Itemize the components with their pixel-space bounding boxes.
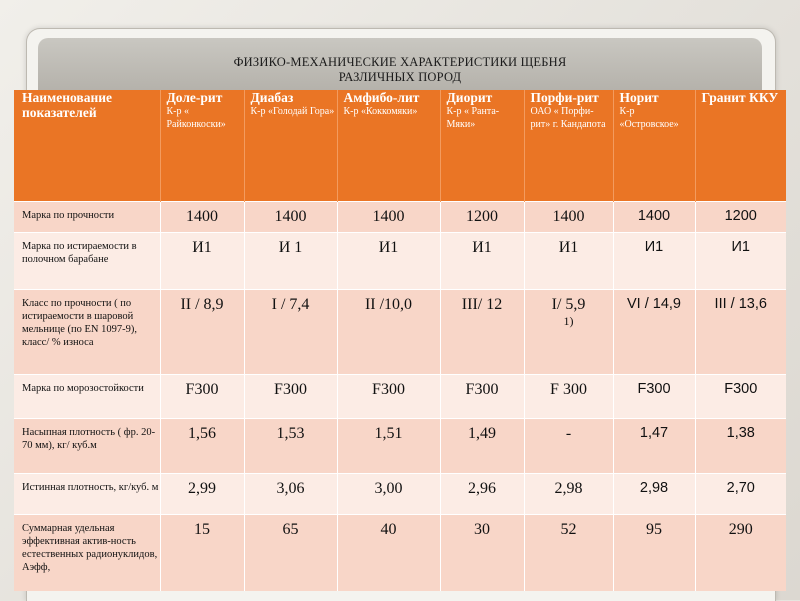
slide-title-line-2: РАЗЛИЧНЫХ ПОРОД [338,70,462,84]
header-norite-label: Норит [619,90,659,105]
value-cell: 40 [337,515,440,591]
value-cell: 1,38 [695,419,786,474]
value-cell: 3,00 [337,474,440,515]
value-cell: F300 [613,375,695,419]
value-cell: F 300 [524,375,613,419]
value-cell: 30 [440,515,524,591]
header-norite-quarry: К-р «Островское» [619,106,679,130]
value-cell: VI / 14,9 [613,290,695,375]
value-cell: F300 [337,375,440,419]
header-cell-diabase [244,90,337,202]
value-cell: III / 13,6 [695,290,786,375]
slide-title-line-1: ФИЗИКО-МЕХАНИЧЕСКИЕ ХАРАКТЕРИСТИКИ ЩЕБНЯ [233,55,567,69]
header-amphibolite-label: Амфибо-лит [343,90,420,105]
value-cell: И1 [337,233,440,290]
header-cell-norite [613,90,695,202]
value-cell: 2,96 [440,474,524,515]
header-cell-granite [695,90,786,202]
header-diorite-label: Диорит [446,90,493,105]
row-label: Марка по прочности [14,202,160,233]
value-cell: F300 [160,375,244,419]
value-cell: 1200 [695,202,786,233]
table-row-abrasion-grade [14,233,786,290]
row-label: Истинная плотность, кг/куб. м [14,474,160,515]
value-cell: И 1 [244,233,337,290]
table-row-strength-class [14,290,786,375]
value-cell: 1,47 [613,419,695,474]
header-amphibolite-quarry: К-р «Коккомяки» [343,106,418,117]
value-cell: 2,98 [613,474,695,515]
title-bar [38,38,762,90]
value-cell: 1400 [244,202,337,233]
row-label: Марка по истираемости в полочном барабане [14,233,160,290]
value-cell: И1 [695,233,786,290]
header-dolerite-label: Доле-рит [166,90,223,105]
header-parameter-label: Наименование показателей [22,90,112,120]
header-cell-dolerite [160,90,244,202]
header-cell-diorite [440,90,524,202]
value-cell: И1 [524,233,613,290]
header-granite-label: Гранит ККУ [701,90,779,105]
row-label: Насыпная плотность ( фр. 20-70 мм), кг/ куб.м [14,419,160,474]
characteristics-table [14,90,786,591]
row-label: Класс по прочности ( по истираемости в шаровой мельнице (по EN 1097-9), класс/ % износа [14,290,160,375]
value-cell: 1400 [613,202,695,233]
footnote-marker: 1) [563,314,574,328]
value-cell: I / 7,4 [244,290,337,375]
value-cell: 95 [613,515,695,591]
value-cell: - [524,419,613,474]
table-row-strength-grade [14,202,786,233]
value-cell: 2,98 [524,474,613,515]
value-cell: И1 [440,233,524,290]
value-cell: 1,56 [160,419,244,474]
value-cell: 15 [160,515,244,591]
value-text: I/ 5,9 [551,296,586,313]
header-cell-parameter [14,90,160,202]
header-cell-amphibolite [337,90,440,202]
header-dolerite-quarry: К-р « Райконкоски» [166,106,226,130]
value-cell: 1200 [440,202,524,233]
value-cell: III/ 12 [440,290,524,375]
table-row-bulk-density [14,419,786,474]
value-cell: И1 [160,233,244,290]
value-cell: 290 [695,515,786,591]
value-cell: F300 [440,375,524,419]
header-diabase-quarry: К-р «Голодай Гора» [250,106,335,117]
value-cell: 1400 [337,202,440,233]
value-cell: 2,70 [695,474,786,515]
header-porphyrite-quarry: ОАО « Порфи-рит» г. Кандапота [530,106,606,130]
row-label: Суммарная удельная эффективная актив-ность естественных радионуклидов, Аэфф, [14,515,160,591]
value-cell: 3,06 [244,474,337,515]
table-row-frost-resistance [14,375,786,419]
value-cell: 1,53 [244,419,337,474]
table-row-radionuclide-activity [14,515,786,591]
table-row-true-density [14,474,786,515]
value-cell: 1400 [160,202,244,233]
value-cell: 65 [244,515,337,591]
value-cell: 1,49 [440,419,524,474]
value-cell: II /10,0 [337,290,440,375]
row-label: Марка по морозостойкости [14,375,160,419]
header-cell-porphyrite [524,90,613,202]
value-cell: 52 [524,515,613,591]
value-cell: 1,51 [337,419,440,474]
header-diabase-label: Диабаз [250,90,294,105]
header-diorite-quarry: К-р « Ранта-Мяки» [446,106,500,130]
header-porphyrite-label: Порфи-рит [530,90,599,105]
value-cell: 2,99 [160,474,244,515]
value-cell: F300 [244,375,337,419]
value-cell: II / 8,9 [160,290,244,375]
value-cell: 1400 [524,202,613,233]
table-header-row [14,90,786,202]
value-cell: И1 [613,233,695,290]
value-cell [524,290,613,375]
value-cell: F300 [695,375,786,419]
